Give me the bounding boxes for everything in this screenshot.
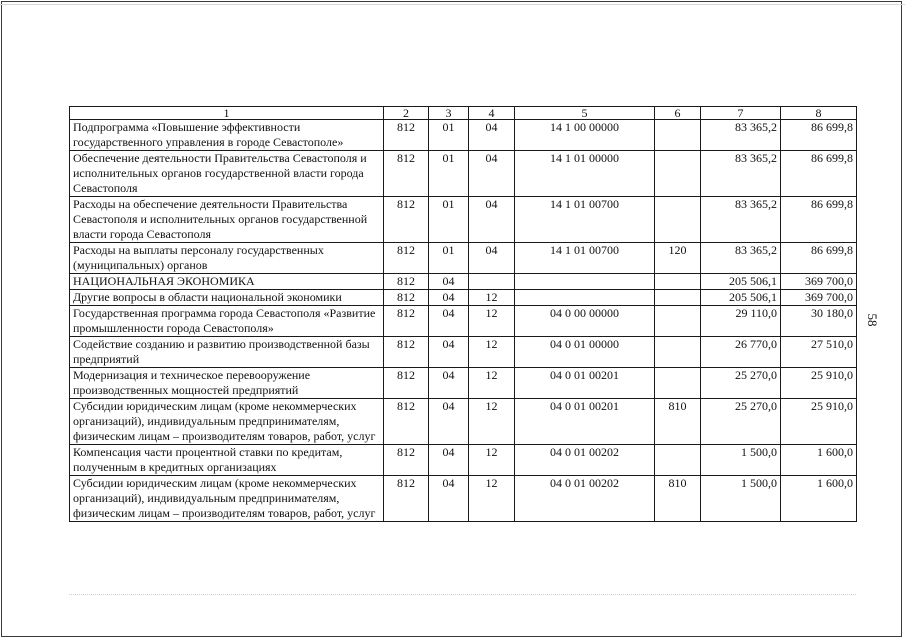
cell-subsection: 12 xyxy=(469,306,515,337)
cell-sum-year-2: 369 700,0 xyxy=(781,274,857,290)
cell-expense-type: 120 xyxy=(655,243,701,274)
header-col-1: 1 xyxy=(70,107,384,120)
cell-grbs: 812 xyxy=(384,243,429,274)
cell-grbs: 812 xyxy=(384,476,429,522)
scan-dotted-line xyxy=(69,594,856,596)
cell-grbs: 812 xyxy=(384,151,429,197)
cell-sum-year-2: 30 180,0 xyxy=(781,306,857,337)
cell-target-article xyxy=(515,274,655,290)
header-col-7: 7 xyxy=(701,107,781,120)
cell-name: Субсидии юридическим лицам (кроме некоммерческих организаций), индивидуальным предпринимателям, физическим лицам – производителям товаров, работ, услуг xyxy=(70,476,384,522)
cell-name: Компенсация части процентной ставки по кредитам, полученным в кредитных организациях xyxy=(70,445,384,476)
cell-section: 04 xyxy=(429,290,469,306)
table-row xyxy=(70,243,857,274)
cell-sum-year-2: 369 700,0 xyxy=(781,290,857,306)
cell-expense-type xyxy=(655,290,701,306)
cell-subsection: 12 xyxy=(469,290,515,306)
cell-sum-year-1: 205 506,1 xyxy=(701,290,781,306)
page-number: 58 xyxy=(865,313,880,327)
table-row xyxy=(70,151,857,197)
cell-target-article: 04 0 00 00000 xyxy=(515,306,655,337)
table-row xyxy=(70,120,857,151)
cell-expense-type: 810 xyxy=(655,476,701,522)
cell-name: Субсидии юридическим лицам (кроме некоммерческих организаций), индивидуальным предпринимателям, физическим лицам – производителям товаров, работ, услуг xyxy=(70,399,384,445)
cell-subsection: 12 xyxy=(469,445,515,476)
cell-name: Подпрограмма «Повышение эффективности государственного управления в городе Севастополе» xyxy=(70,120,384,151)
cell-grbs: 812 xyxy=(384,290,429,306)
cell-subsection: 04 xyxy=(469,120,515,151)
cell-sum-year-1: 83 365,2 xyxy=(701,243,781,274)
cell-target-article: 14 1 01 00700 xyxy=(515,243,655,274)
cell-target-article: 04 0 01 00201 xyxy=(515,399,655,445)
cell-name: Другие вопросы в области национальной экономики xyxy=(70,290,384,306)
cell-target-article: 14 1 01 00000 xyxy=(515,151,655,197)
table-row xyxy=(70,368,857,399)
cell-sum-year-1: 83 365,2 xyxy=(701,120,781,151)
cell-target-article: 14 1 00 00000 xyxy=(515,120,655,151)
table-row xyxy=(70,274,857,290)
cell-sum-year-2: 86 699,8 xyxy=(781,243,857,274)
cell-target-article: 04 0 01 00201 xyxy=(515,368,655,399)
table-row xyxy=(70,476,857,522)
cell-name: Расходы на выплаты персоналу государственных (муниципальных) органов xyxy=(70,243,384,274)
cell-target-article: 04 0 01 00202 xyxy=(515,445,655,476)
table-row xyxy=(70,306,857,337)
cell-section: 04 xyxy=(429,274,469,290)
table-header-row xyxy=(70,107,857,120)
cell-sum-year-2: 25 910,0 xyxy=(781,368,857,399)
cell-name: Обеспечение деятельности Правительства Севастополя и исполнительных органов государственной власти города Севастополя xyxy=(70,151,384,197)
cell-sum-year-1: 25 270,0 xyxy=(701,368,781,399)
header-col-8: 8 xyxy=(781,107,857,120)
cell-section: 04 xyxy=(429,476,469,522)
header-col-6: 6 xyxy=(655,107,701,120)
cell-grbs: 812 xyxy=(384,445,429,476)
cell-grbs: 812 xyxy=(384,197,429,243)
cell-grbs: 812 xyxy=(384,337,429,368)
cell-subsection: 04 xyxy=(469,197,515,243)
cell-sum-year-2: 86 699,8 xyxy=(781,151,857,197)
cell-section: 04 xyxy=(429,445,469,476)
cell-grbs: 812 xyxy=(384,274,429,290)
cell-expense-type xyxy=(655,368,701,399)
header-col-2: 2 xyxy=(384,107,429,120)
cell-sum-year-1: 83 365,2 xyxy=(701,151,781,197)
cell-section: 04 xyxy=(429,368,469,399)
cell-name: Содействие созданию и развитию производственной базы предприятий xyxy=(70,337,384,368)
cell-sum-year-1: 205 506,1 xyxy=(701,274,781,290)
cell-sum-year-1: 25 270,0 xyxy=(701,399,781,445)
cell-expense-type xyxy=(655,274,701,290)
cell-section: 04 xyxy=(429,399,469,445)
table-row xyxy=(70,445,857,476)
header-col-3: 3 xyxy=(429,107,469,120)
cell-name: Модернизация и техническое перевооружение производственных мощностей предприятий xyxy=(70,368,384,399)
table-row xyxy=(70,197,857,243)
cell-grbs: 812 xyxy=(384,399,429,445)
cell-expense-type xyxy=(655,197,701,243)
cell-target-article: 04 0 01 00202 xyxy=(515,476,655,522)
cell-grbs: 812 xyxy=(384,368,429,399)
cell-sum-year-1: 29 110,0 xyxy=(701,306,781,337)
table-row xyxy=(70,399,857,445)
budget-table xyxy=(69,106,857,522)
table-row xyxy=(70,290,857,306)
cell-name: Расходы на обеспечение деятельности Правительства Севастополя и исполнительных органов государственной власти города Севастополя xyxy=(70,197,384,243)
cell-section: 04 xyxy=(429,306,469,337)
scan-edge-line xyxy=(0,4,905,5)
cell-sum-year-1: 83 365,2 xyxy=(701,197,781,243)
cell-section: 01 xyxy=(429,197,469,243)
cell-subsection: 12 xyxy=(469,399,515,445)
cell-sum-year-2: 27 510,0 xyxy=(781,337,857,368)
cell-target-article: 14 1 01 00700 xyxy=(515,197,655,243)
cell-expense-type xyxy=(655,337,701,368)
cell-subsection: 04 xyxy=(469,243,515,274)
cell-sum-year-1: 26 770,0 xyxy=(701,337,781,368)
cell-sum-year-2: 86 699,8 xyxy=(781,197,857,243)
cell-subsection: 12 xyxy=(469,368,515,399)
cell-subsection: 12 xyxy=(469,476,515,522)
cell-expense-type: 810 xyxy=(655,399,701,445)
cell-subsection: 12 xyxy=(469,337,515,368)
cell-expense-type xyxy=(655,151,701,197)
cell-sum-year-2: 25 910,0 xyxy=(781,399,857,445)
header-col-4: 4 xyxy=(469,107,515,120)
cell-sum-year-1: 1 500,0 xyxy=(701,445,781,476)
cell-expense-type xyxy=(655,120,701,151)
cell-expense-type xyxy=(655,306,701,337)
cell-sum-year-1: 1 500,0 xyxy=(701,476,781,522)
table-row xyxy=(70,337,857,368)
cell-grbs: 812 xyxy=(384,306,429,337)
cell-grbs: 812 xyxy=(384,120,429,151)
cell-name: НАЦИОНАЛЬНАЯ ЭКОНОМИКА xyxy=(70,274,384,290)
header-col-5: 5 xyxy=(515,107,655,120)
cell-section: 01 xyxy=(429,151,469,197)
cell-section: 04 xyxy=(429,337,469,368)
cell-target-article xyxy=(515,290,655,306)
cell-sum-year-2: 86 699,8 xyxy=(781,120,857,151)
cell-expense-type xyxy=(655,445,701,476)
cell-subsection xyxy=(469,274,515,290)
cell-subsection: 04 xyxy=(469,151,515,197)
table-body xyxy=(70,120,857,522)
cell-sum-year-2: 1 600,0 xyxy=(781,445,857,476)
cell-section: 01 xyxy=(429,120,469,151)
cell-section: 01 xyxy=(429,243,469,274)
cell-sum-year-2: 1 600,0 xyxy=(781,476,857,522)
cell-name: Государственная программа города Севастополя «Развитие промышленности города Севастополя» xyxy=(70,306,384,337)
cell-target-article: 04 0 01 00000 xyxy=(515,337,655,368)
